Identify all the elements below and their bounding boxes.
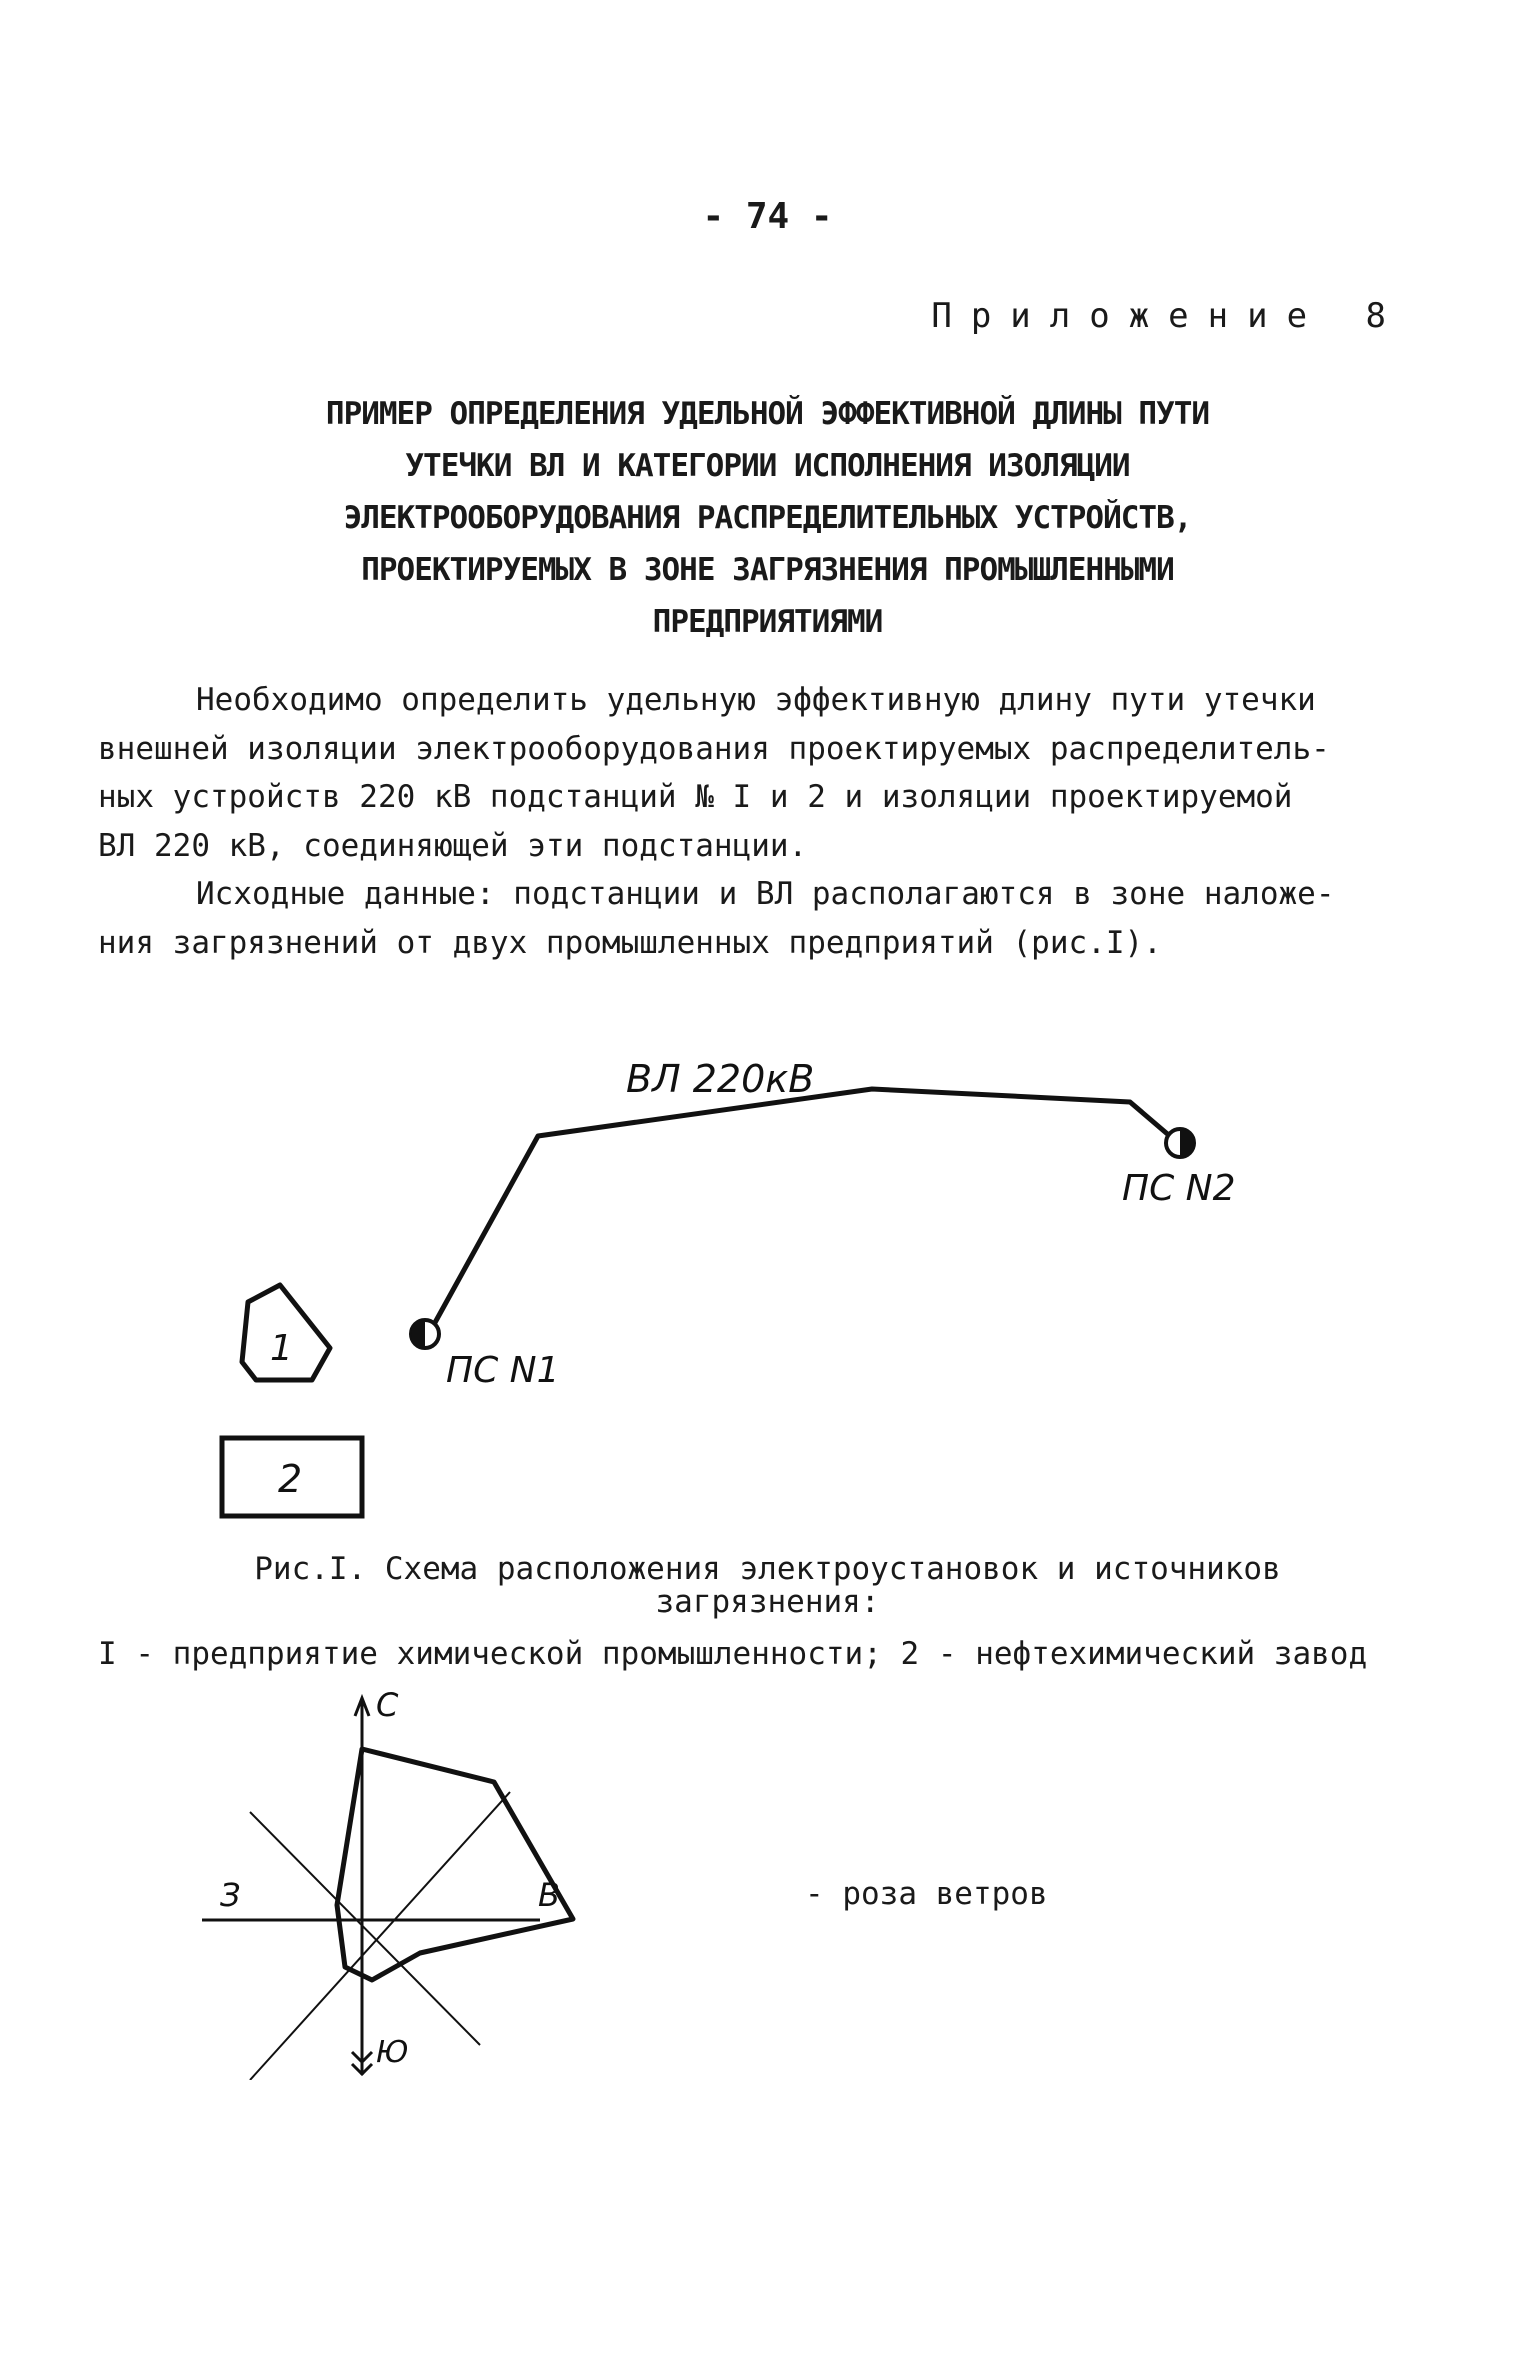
title-line: ПРИМЕР ОПРЕДЕЛЕНИЯ УДЕЛЬНОЙ ЭФФЕКТИВНОЙ ДЛИНЫ ПУТИ: [325, 396, 1210, 432]
west-label: З: [220, 1876, 241, 1914]
paragraph-2-line: Исходные данные: подстанции и ВЛ располагаются в зоне наложе-: [196, 876, 1335, 912]
substation-1-icon: [411, 1320, 439, 1348]
overhead-line-220kv: [432, 1089, 1178, 1328]
pollution-source-2-label: 2: [278, 1457, 303, 1501]
caption-line: Рис.I. Схема расположения электроустановок и источников: [254, 1551, 1281, 1587]
substation-1-label: ПС N1: [446, 1350, 560, 1391]
overhead-line-label: ВЛ 220кВ: [626, 1057, 815, 1101]
title-line: ПРЕДПРИЯТИЯМИ: [652, 604, 883, 640]
pollution-source-1-label: 1: [270, 1328, 293, 1369]
substation-2-icon: [1166, 1129, 1194, 1157]
wind-rose-legend: - роза ветров: [805, 1876, 1048, 1912]
title-line: УТЕЧКИ ВЛ И КАТЕГОРИИ ИСПОЛНЕНИЯ ИЗОЛЯЦИИ: [405, 448, 1130, 484]
page-number: - 74 -: [702, 196, 833, 237]
diagonal-axis-nw: [250, 1812, 480, 2045]
body-text: [98, 676, 1418, 967]
caption-line: загрязнения:: [655, 1584, 880, 1620]
paragraph-1-line: Необходимо определить удельную эффективную длину пути утечки: [196, 682, 1316, 718]
wind-rose-diagram: [190, 1680, 690, 2080]
document-title: [180, 388, 1355, 648]
figure-1-scheme: [200, 1040, 1300, 1540]
title-line: ПРОЕКТИРУЕМЫХ В ЗОНЕ ЗАГРЯЗНЕНИЯ ПРОМЫШЛЕННЫМИ: [361, 552, 1174, 588]
figure-1-legend: I - предприятие химической промышленности; 2 - нефтехимический завод: [98, 1636, 1368, 1672]
figure-1-caption: [0, 1553, 1535, 1619]
south-label: Ю: [376, 2035, 409, 2070]
title-line: ЭЛЕКТРООБОРУДОВАНИЯ РАСПРЕДЕЛИТЕЛЬНЫХ УСТРОЙСТВ,: [343, 500, 1192, 536]
paragraph-1-line: ных устройств 220 кВ подстанций № I и 2 и изоляции проектируемой: [98, 779, 1293, 815]
paragraph-1-line: внешней изоляции электрооборудования проектируемых распределитель-: [98, 730, 1330, 767]
appendix-label: Приложение 8: [931, 296, 1405, 336]
east-label: В: [538, 1876, 560, 1914]
paragraph-2-line: ния загрязнений от двух промышленных предприятий (рис.I).: [98, 924, 1162, 961]
paragraph-1-line: ВЛ 220 кВ, соединяющей эти подстанции.: [98, 827, 808, 864]
north-label: С: [376, 1686, 399, 1724]
substation-2-label: ПС N2: [1122, 1168, 1236, 1209]
